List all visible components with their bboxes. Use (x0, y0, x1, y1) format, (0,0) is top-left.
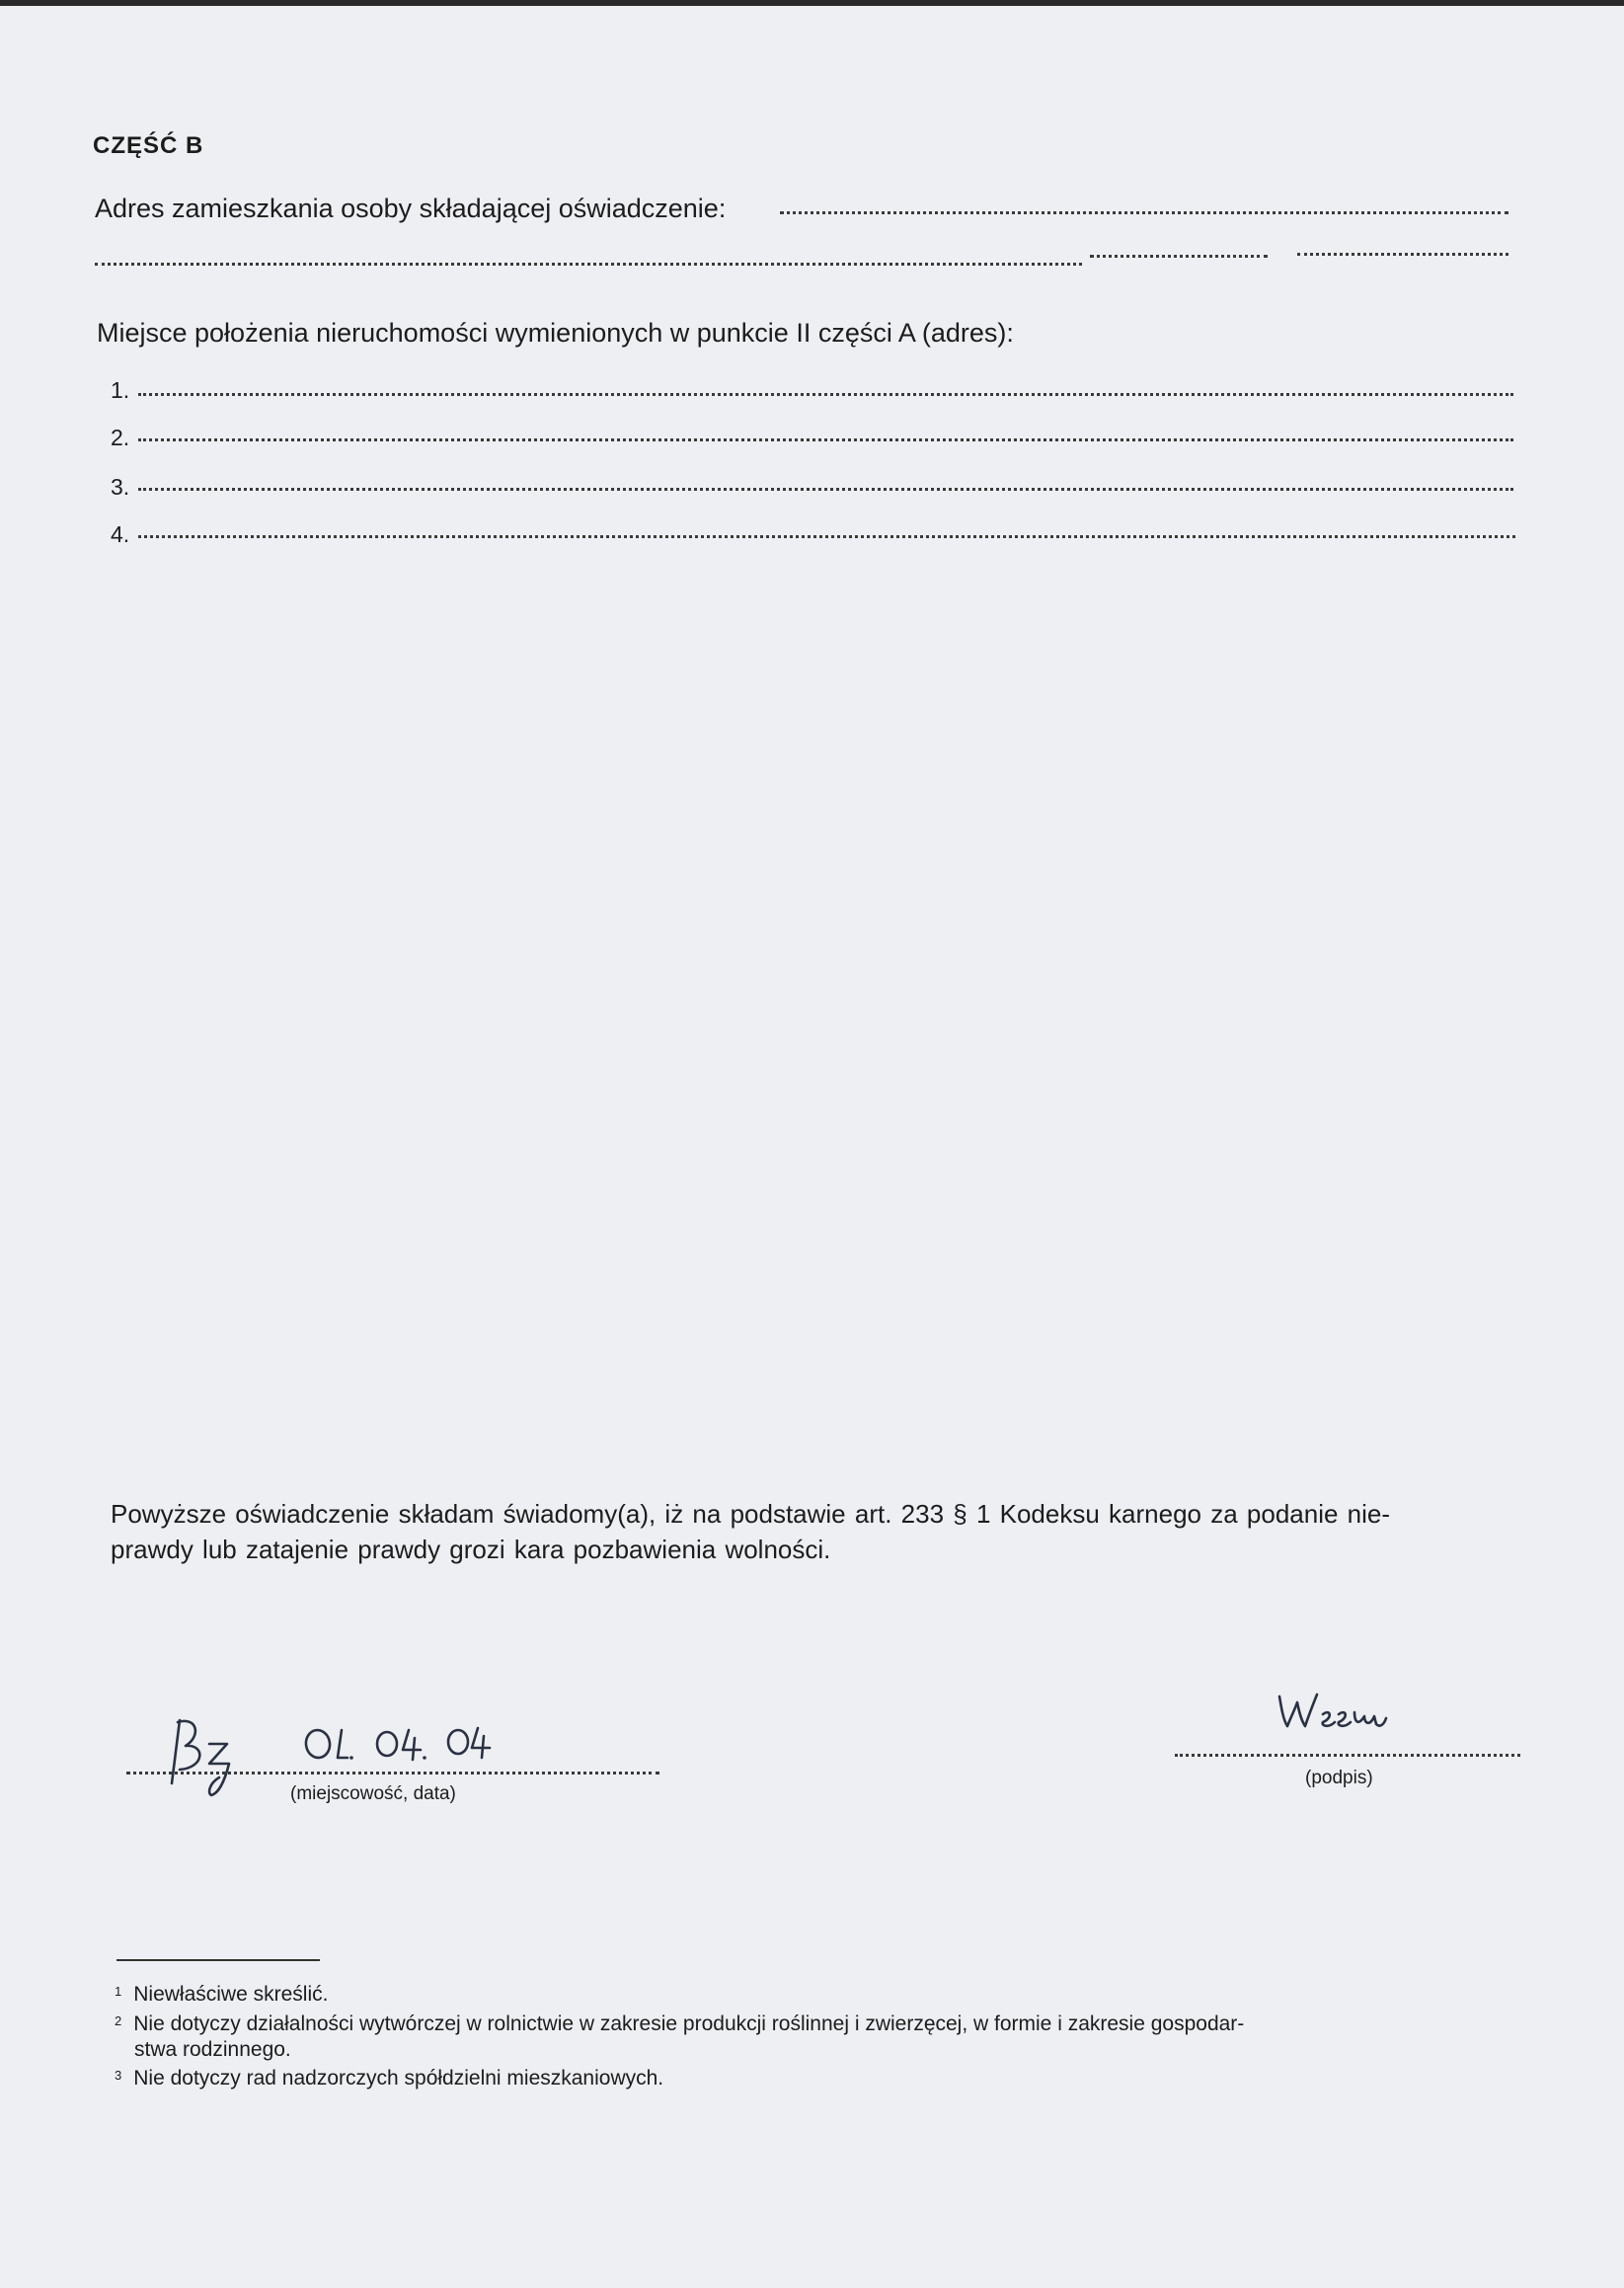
property-dotted-line-4 (138, 535, 1515, 538)
residence-dotted-line-2 (95, 263, 1082, 266)
declaration-line-2: prawdy lub zatajenie prawdy grozi kara pozbawienia wolności. (111, 1535, 831, 1564)
property-line-number-2: 2. (111, 425, 130, 450)
footnote-mark: 2 (115, 2013, 122, 2028)
property-line-number-4: 4. (111, 521, 130, 547)
signature-caption: (podpis) (1305, 1768, 1373, 1788)
footnote-text: Nie dotyczy działalności wytwórczej w rolnictwie w zakresie produkcji roślinnej i zwierzęcej, w formie i zakresie gospodar- (133, 2012, 1245, 2035)
residence-dotted-line-1 (780, 211, 1508, 214)
property-location-label: Miejsce położenia nieruchomości wymienionych w punkcie II części A (adres): (97, 318, 1014, 348)
footnote-separator (116, 1959, 320, 1961)
scan-top-edge (0, 0, 1624, 6)
property-line-number-1: 1. (111, 377, 130, 403)
property-line-number-3: 3. (111, 474, 130, 500)
residence-dotted-line-3 (1090, 255, 1268, 258)
footnote-text: Nie dotyczy rad nadzorczych spółdzielni mieszkaniowych. (133, 2067, 664, 2090)
footnote-2 (115, 2012, 1244, 2036)
place-date-caption: (miejscowość, data) (290, 1783, 456, 1804)
place-date-dotted-line (126, 1772, 659, 1775)
residence-dotted-line-4 (1297, 253, 1508, 256)
footnote-text: Niewłaściwe skreślić. (133, 1983, 329, 2006)
signature-dotted-line (1175, 1754, 1520, 1757)
declaration-line-1: Powyższe oświadczenie składam świadomy(a), iż na podstawie art. 233 § 1 Kodeksu karnego za podanie nie- (111, 1499, 1391, 1529)
handwritten-signature (1274, 1685, 1422, 1744)
footnote-mark: 1 (115, 1984, 122, 1999)
residence-label: Adres zamieszkania osoby składającej oświadczenie: (95, 194, 727, 223)
section-title: CZĘŚĆ B (93, 132, 204, 159)
property-dotted-line-2 (138, 438, 1513, 441)
footnote-3 (115, 2067, 663, 2091)
property-dotted-line-3 (138, 488, 1513, 491)
footnote-1 (115, 1983, 328, 2007)
footnote-mark: 3 (115, 2068, 122, 2083)
footnote-2-continuation: stwa rodzinnego. (134, 2038, 291, 2061)
property-dotted-line-1 (138, 393, 1513, 396)
